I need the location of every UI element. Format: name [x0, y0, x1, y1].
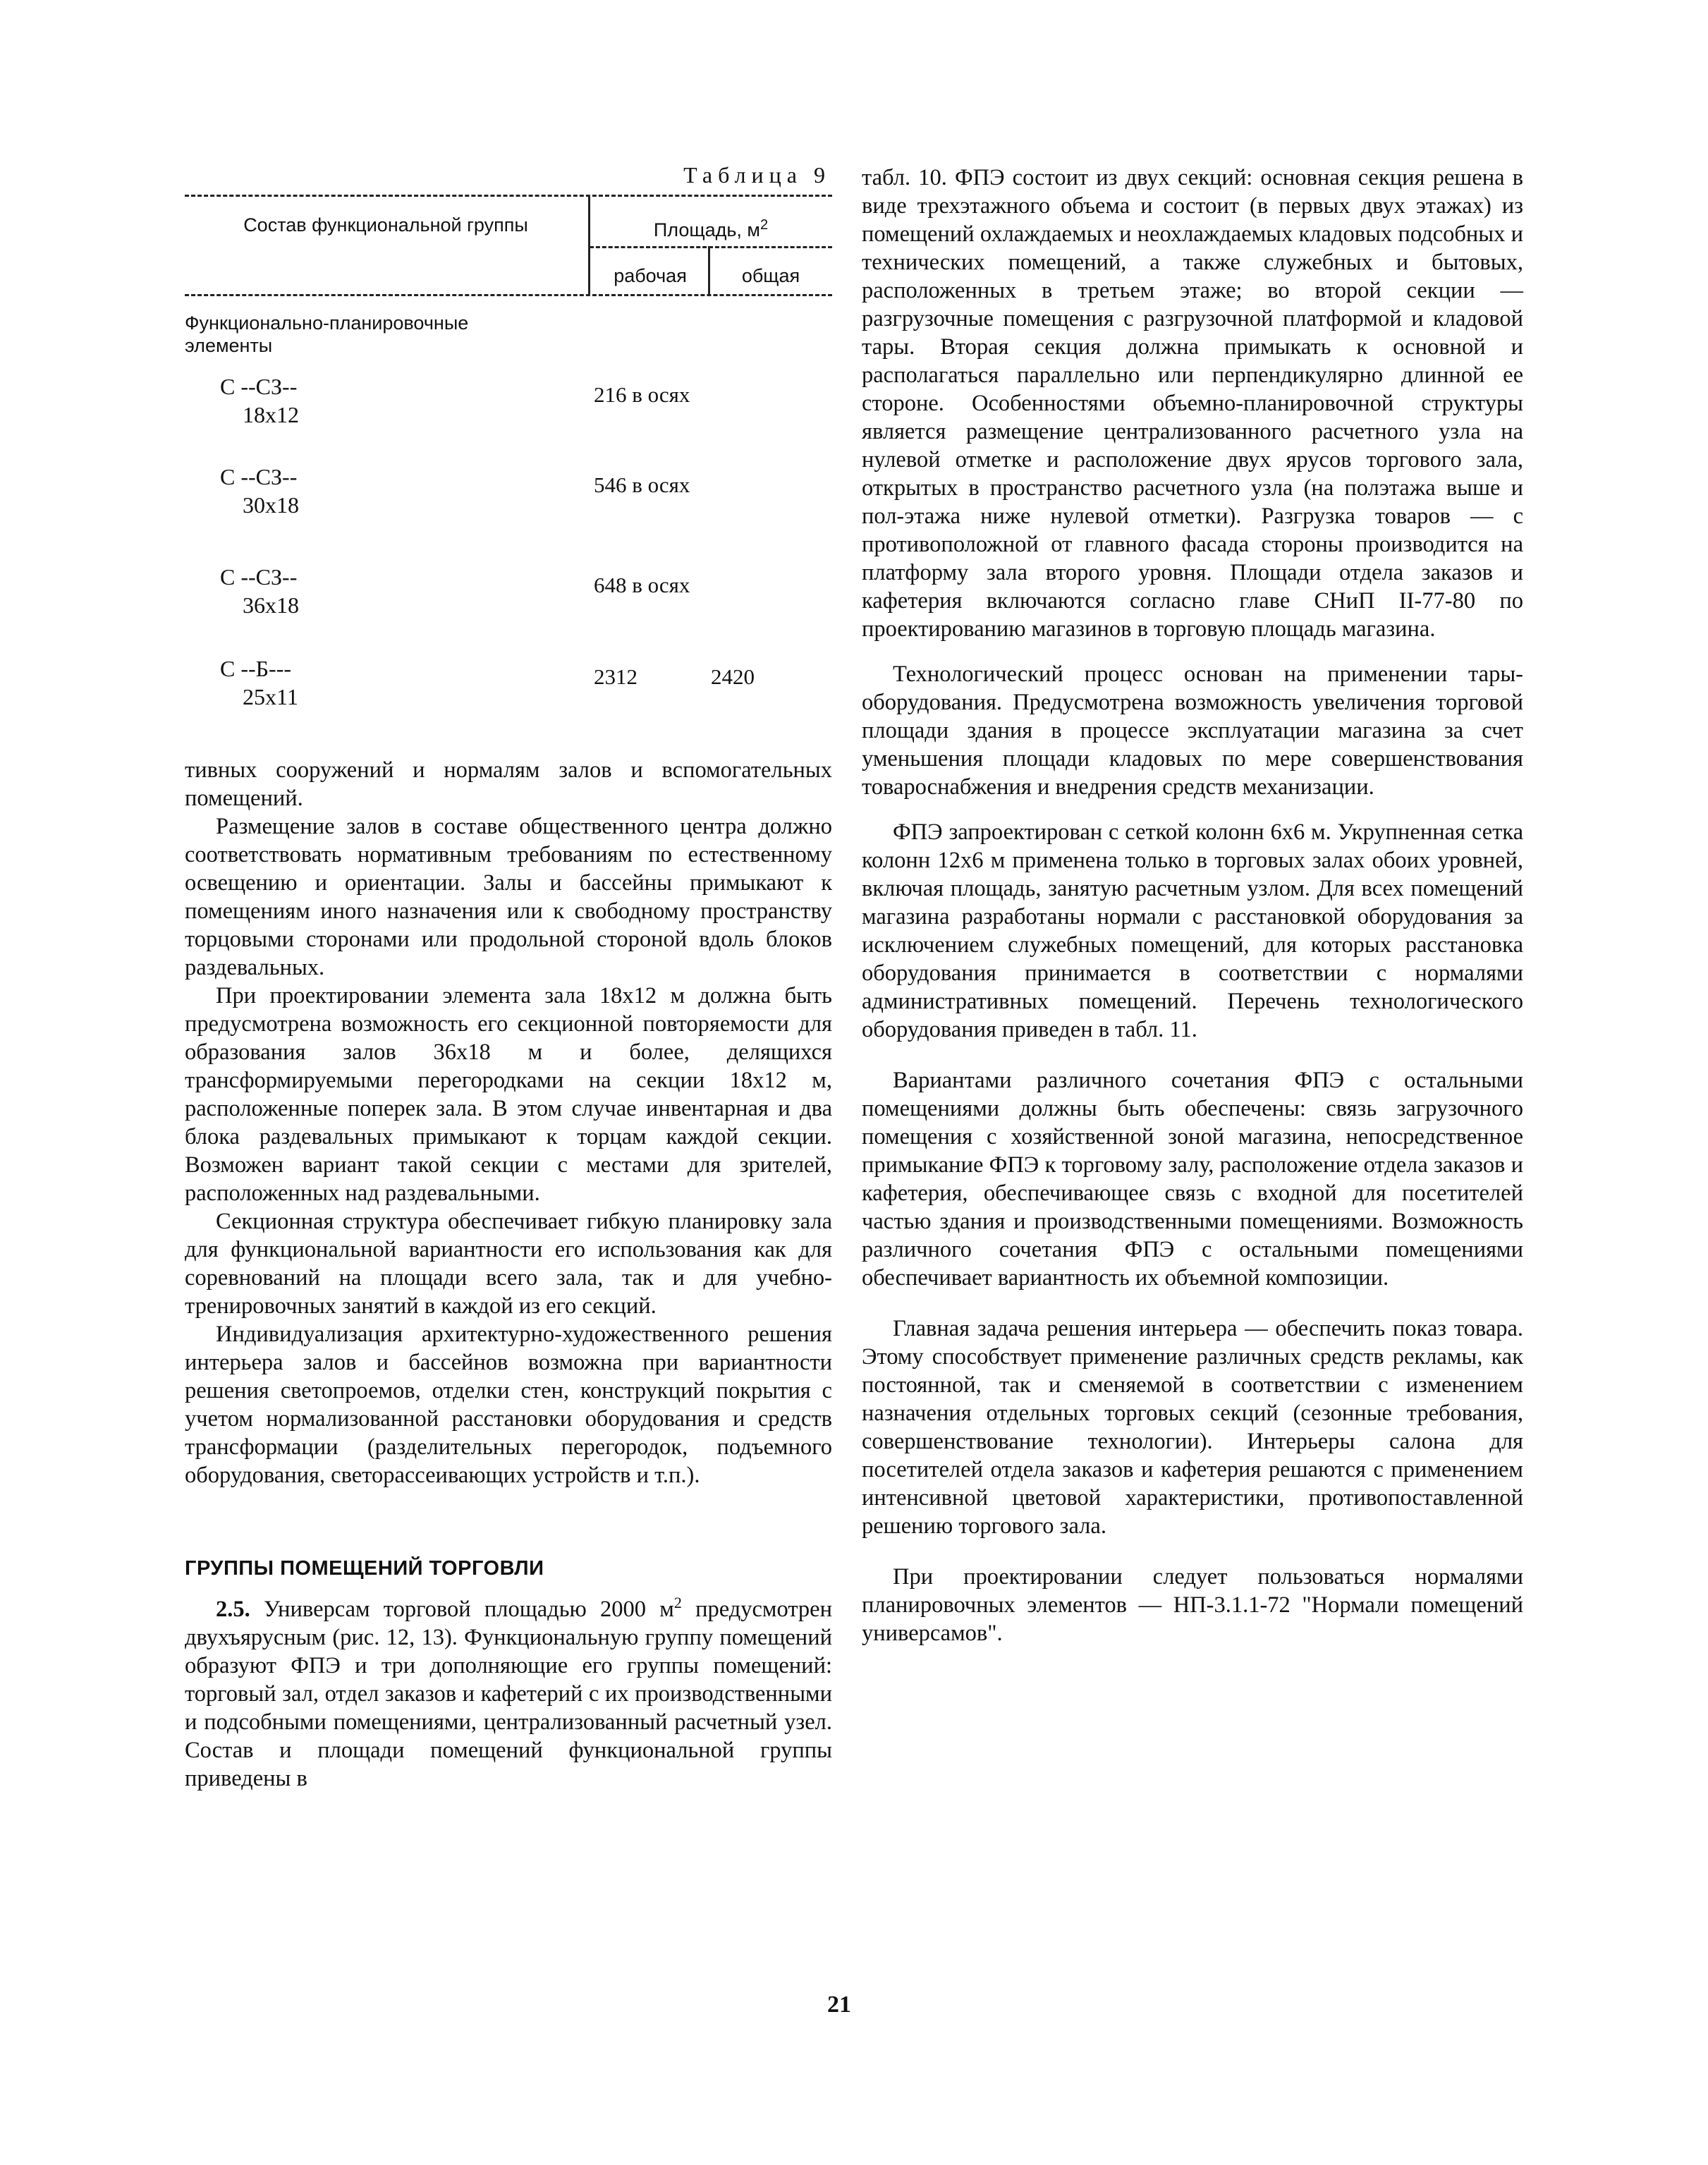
table-row — [185, 463, 832, 533]
section-number: 2.5. — [216, 1597, 250, 1622]
table-section-title: Функционально-планировочные элементы — [185, 312, 469, 356]
header-working: рабочая — [614, 265, 687, 286]
right-paragraph-2: Технологический процесс основан на применении тары-оборудования. Предусмотрена возможность увеличения торговой площади здания в процессе эксплуатации магазина за счет уменьшения площади кладовых по мере совершенствования товароснабжения и внедрения средств механизации. — [862, 661, 1523, 800]
section-text-a: Универсам торговой площадью 2000 м — [250, 1597, 674, 1622]
left-paragraph-3: При проектировании элемента зала 18х12 м должна быть предусмотрена возможность его секционной повторяемости для образования залов 36х18 м и более, делящихся трансформируемыми перегородками на секции 18х12 м, расположенные поперек зала. В этом случае инвентарная и два блока раздевальных примыкают к торцам каждой секции. Возможен вариант такой секции с местами для зрителей, расположенных над раздевальными. — [185, 983, 832, 1206]
table-9 — [185, 195, 832, 728]
section-2-5-paragraph — [185, 1595, 832, 1793]
header-composition: Состав функциональной группы — [243, 214, 528, 236]
section-text-b: предусмотрен двухъярусным (рис. 12, 13). Функциональную группу помещений образуют ФПЭ и три дополняющие его группы помещений: торговый зал, отдел заказов и кафетерий с их производственными и подсобными помещениями, централизованный расчетный узел. Состав и площади помещений функциональной группы приведены в — [185, 1597, 832, 1791]
table-row — [185, 563, 832, 633]
right-paragraph-4: Вариантами различного сочетания ФПЭ с остальными помещениями должны быть обеспечены: связь загрузочного помещения с хозяйственной зоной магазина, непосредственное примыкание ФПЭ к торговому залу, расположение отдела заказов и кафетерия, обеспечивающее связь с входной для посетителей частью здания и производственными помещениями. Возможность различного сочетания ФПЭ с остальными помещениями обеспечивает вариантность их объемной композиции. — [862, 1068, 1523, 1291]
header-sub-rule — [590, 246, 832, 248]
value-working: 216 в осях — [594, 382, 690, 407]
table-row — [185, 654, 832, 725]
left-paragraph-1: тивных сооружений и нормалям залов и вспомогательных помещений. — [185, 757, 832, 811]
header-area — [590, 211, 832, 244]
section-sup: 2 — [673, 1594, 682, 1612]
element-code-num: С --СЗ-- — [220, 564, 298, 590]
element-code-num: С --СЗ-- — [220, 374, 298, 399]
table-body — [185, 296, 832, 728]
header-area-label: Площадь, м — [653, 219, 760, 240]
element-code-den: 36х18 — [243, 592, 299, 618]
right-paragraph-6: При проектировании следует пользоваться нормалями планировочных элементов — НП-3.1.1-72 "Нормали помещений универсамов". — [862, 1564, 1523, 1646]
right-paragraph-3: ФПЭ запроектирован с сеткой колонн 6х6 м. Укрупненная сетка колонн 12х6 м применена только в торговых залах обоих уровней, включая площадь, занятую расчетным узлом. Для всех помещений магазина разработаны нормали с расстановкой оборудования за исключением служебных помещений, для которых расстановка оборудования принимается в соответствии с нормалями административных помещений. Перечень технологического оборудования приведен в табл. 11. — [862, 819, 1523, 1042]
element-code-den: 30х18 — [243, 492, 299, 518]
left-paragraph-5: Индивидуализация архитектурно-художественного решения интерьера залов и бассейнов возможна при вариантности решения светопроемов, отделки стен, конструкций покрытия с учетом нормализованной расстановки оборудования и средств трансформации (разделительных перегородок, подъемного оборудования, светорассеивающих устройств и т.п.). — [185, 1322, 832, 1488]
table-row — [185, 372, 832, 443]
page-number: 21 — [827, 1992, 851, 2018]
right-paragraph-5: Главная задача решения интерьера — обеспечить показ товара. Этому способствует применение различных средств рекламы, как постоянной, так и сменяемой в соответствии с изменением назначения отдельных торговых секций (сезонные требования, совершенствование технологии). Интерьеры салона для посетителей отдела заказов и кафетерия решаются с применением интенсивной цветовой характеристики, противопоставленной решению торгового зала. — [862, 1316, 1523, 1539]
left-paragraph-2: Размещение залов в составе общественного центра должно соответствовать нормативным требованиям по естественному освещению и ориентации. Залы и бассейны примыкают к помещениям иного назначения или к свободному пространству торцовыми сторонами или продольной стороной вдоль блоков раздевальных. — [185, 814, 832, 980]
table-header — [185, 197, 832, 294]
element-code-den: 25х11 — [243, 684, 298, 709]
left-column — [185, 161, 832, 1793]
value-working: 648 в осях — [594, 573, 690, 597]
table-caption: Таблица 9 — [683, 162, 831, 188]
element-code-den: 18х12 — [243, 402, 299, 427]
header-total: общая — [741, 265, 800, 286]
header-area-sup: 2 — [760, 217, 769, 233]
element-code-num: С --Б--- — [220, 656, 291, 681]
element-code-num: С --СЗ-- — [220, 464, 298, 489]
value-working: 546 в осях — [594, 472, 690, 497]
right-column — [862, 164, 1523, 1647]
section-heading: ГРУППЫ ПОМЕЩЕНИЙ ТОРГОВЛИ — [185, 1557, 544, 1580]
value-total: 2420 — [711, 664, 755, 689]
right-paragraph-1: табл. 10. ФПЭ состоит из двух секций: основная секция решена в виде трехэтажного объема и состоит (в первых двух этажах) из помещений охлаждаемых и неохлаждаемых кладовых подсобных и технических помещений, а также служебных и бытовых, расположенных в третьем этаже; во второй секции — разгрузочные помещения с разгрузочной платформой и кладовой тары. Вторая секция должна примыкать к основной и располагаться параллельно или перпендикулярно длинной ее стороне. Особенностями объемно-планировочной структуры является размещение централизованного расчетного узла на нулевой отметке и расположение двух ярусов торгового зала, открытых в пространство расчетного узла (на полэтажа выше и пол-этажа ниже нулевой отметки). Разгрузка товаров — с противоположной от главного фасада стороны производится на платформу зала второго уровня. Площади отдела заказов и кафетерия включаются согласно главе СНиП II-77-80 по проектированию магазинов в торговую площадь магазина. — [862, 165, 1523, 642]
header-sub-divider — [708, 246, 710, 294]
left-paragraph-4: Секционная структура обеспечивает гибкую планировку зала для функциональной вариантности его использования как для соревнований на площади всего зала, так и для учебно-тренировочных занятий в каждой из его секций. — [185, 1209, 832, 1319]
value-working: 2312 — [594, 664, 638, 689]
